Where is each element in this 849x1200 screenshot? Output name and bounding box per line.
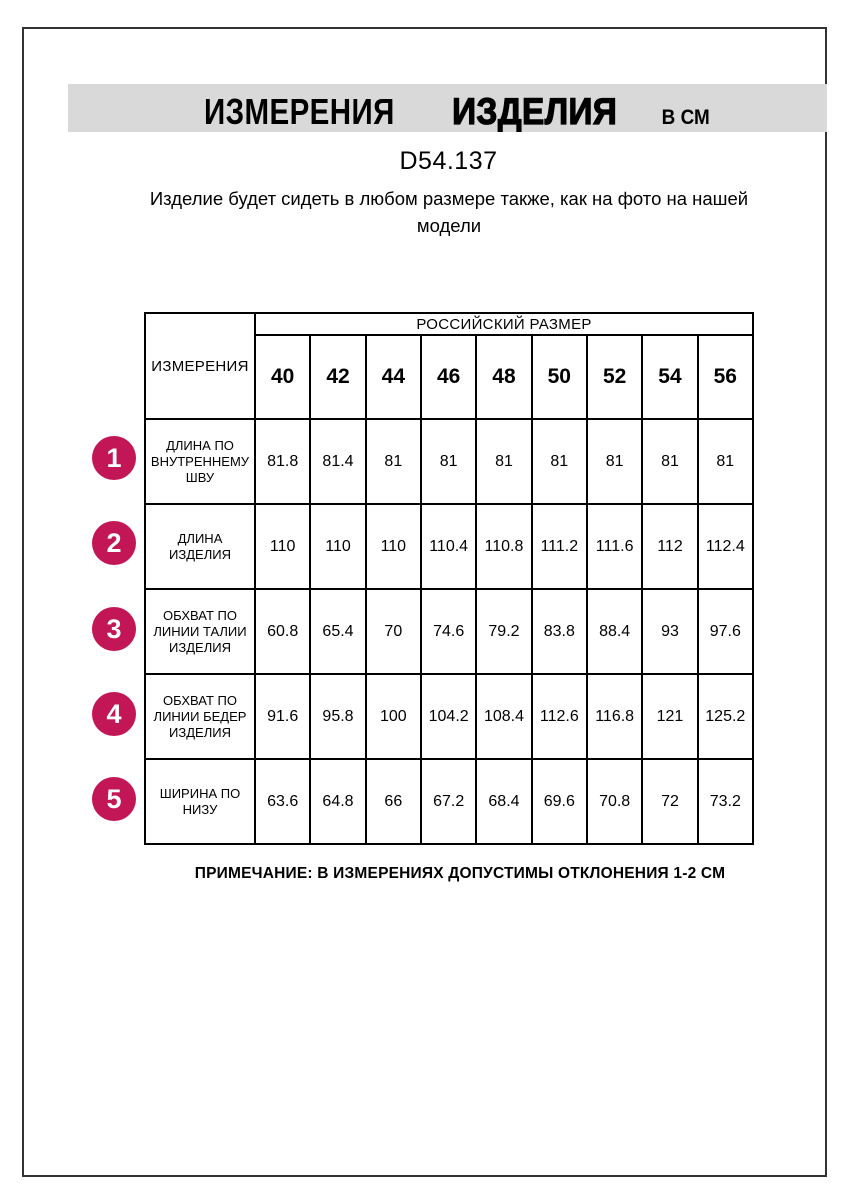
value-cell: 111.6 <box>587 504 642 589</box>
value-cell: 93 <box>642 589 697 674</box>
table-row-bottom-width <box>145 759 753 844</box>
value-cell: 70.8 <box>587 759 642 844</box>
row-label: ДЛИНА ПО ВНУТРЕННЕМУ ШВУ <box>145 419 255 504</box>
value-cell: 112 <box>642 504 697 589</box>
value-cell: 81 <box>642 419 697 504</box>
size-header-56: 56 <box>698 335 753 419</box>
value-cell: 110 <box>310 504 365 589</box>
size-header-46: 46 <box>421 335 476 419</box>
value-cell: 63.6 <box>255 759 310 844</box>
value-cell: 110 <box>366 504 421 589</box>
row-marker-4: 4 <box>92 692 136 736</box>
title-word-measurements: ИЗМЕРЕНИЯ <box>203 91 395 132</box>
value-cell: 112.6 <box>532 674 587 759</box>
value-cell: 88.4 <box>587 589 642 674</box>
row-label: ДЛИНА ИЗДЕЛИЯ <box>145 504 255 589</box>
value-cell: 100 <box>366 674 421 759</box>
row-marker-5: 5 <box>92 777 136 821</box>
value-cell: 111.2 <box>532 504 587 589</box>
value-cell: 69.6 <box>532 759 587 844</box>
title-banner <box>68 84 827 132</box>
size-header-50: 50 <box>532 335 587 419</box>
size-header-54: 54 <box>642 335 697 419</box>
value-cell: 74.6 <box>421 589 476 674</box>
size-header-48: 48 <box>476 335 531 419</box>
title-word-product: ИЗДЕЛИЯ <box>452 91 618 132</box>
value-cell: 110.8 <box>476 504 531 589</box>
page-frame <box>22 27 827 1177</box>
fit-note: Изделие будет сидеть в любом размере также, как на фото на нашей модели <box>149 188 749 236</box>
value-cell: 81 <box>366 419 421 504</box>
size-group-header: РОССИЙСКИЙ РАЗМЕР <box>255 313 753 335</box>
value-cell: 60.8 <box>255 589 310 674</box>
value-cell: 110.4 <box>421 504 476 589</box>
size-header-40: 40 <box>255 335 310 419</box>
value-cell: 64.8 <box>310 759 365 844</box>
row-marker-1: 1 <box>92 436 136 480</box>
value-cell: 66 <box>366 759 421 844</box>
value-cell: 108.4 <box>476 674 531 759</box>
table-row-waist-girth <box>145 589 753 674</box>
measurements-column-header: ИЗМЕРЕНИЯ <box>145 313 255 419</box>
size-header-52: 52 <box>587 335 642 419</box>
value-cell: 72 <box>642 759 697 844</box>
value-cell: 116.8 <box>587 674 642 759</box>
row-label: ШИРИНА ПО НИЗУ <box>145 759 255 844</box>
value-cell: 112.4 <box>698 504 753 589</box>
value-cell: 104.2 <box>421 674 476 759</box>
table-row-inseam-length <box>145 419 753 504</box>
value-cell: 79.2 <box>476 589 531 674</box>
value-cell: 81.4 <box>310 419 365 504</box>
value-cell: 81.8 <box>255 419 310 504</box>
value-cell: 81 <box>421 419 476 504</box>
title-units: В СМ <box>661 106 710 129</box>
value-cell: 83.8 <box>532 589 587 674</box>
value-cell: 125.2 <box>698 674 753 759</box>
value-cell: 95.8 <box>310 674 365 759</box>
value-cell: 81 <box>476 419 531 504</box>
value-cell: 73.2 <box>698 759 753 844</box>
value-cell: 81 <box>587 419 642 504</box>
table-row-garment-length <box>145 504 753 589</box>
size-header-42: 42 <box>310 335 365 419</box>
value-cell: 110 <box>255 504 310 589</box>
row-marker-3: 3 <box>92 607 136 651</box>
row-label: ОБХВАТ ПО ЛИНИИ БЕДЕР ИЗДЕЛИЯ <box>145 674 255 759</box>
value-cell: 67.2 <box>421 759 476 844</box>
value-cell: 65.4 <box>310 589 365 674</box>
size-header-44: 44 <box>366 335 421 419</box>
value-cell: 81 <box>532 419 587 504</box>
measurements-table <box>144 312 754 845</box>
product-code: D54.137 <box>399 147 498 175</box>
value-cell: 68.4 <box>476 759 531 844</box>
value-cell: 97.6 <box>698 589 753 674</box>
value-cell: 91.6 <box>255 674 310 759</box>
row-marker-2: 2 <box>92 521 136 565</box>
size-group-row <box>145 313 753 335</box>
value-cell: 121 <box>642 674 697 759</box>
table-row-hip-girth <box>145 674 753 759</box>
row-label: ОБХВАТ ПО ЛИНИИ ТАЛИИ ИЗДЕЛИЯ <box>145 589 255 674</box>
value-cell: 70 <box>366 589 421 674</box>
tolerance-note: ПРИМЕЧАНИЕ: В ИЗМЕРЕНИЯХ ДОПУСТИМЫ ОТКЛОНЕНИЯ 1-2 СМ <box>194 865 726 882</box>
value-cell: 81 <box>698 419 753 504</box>
